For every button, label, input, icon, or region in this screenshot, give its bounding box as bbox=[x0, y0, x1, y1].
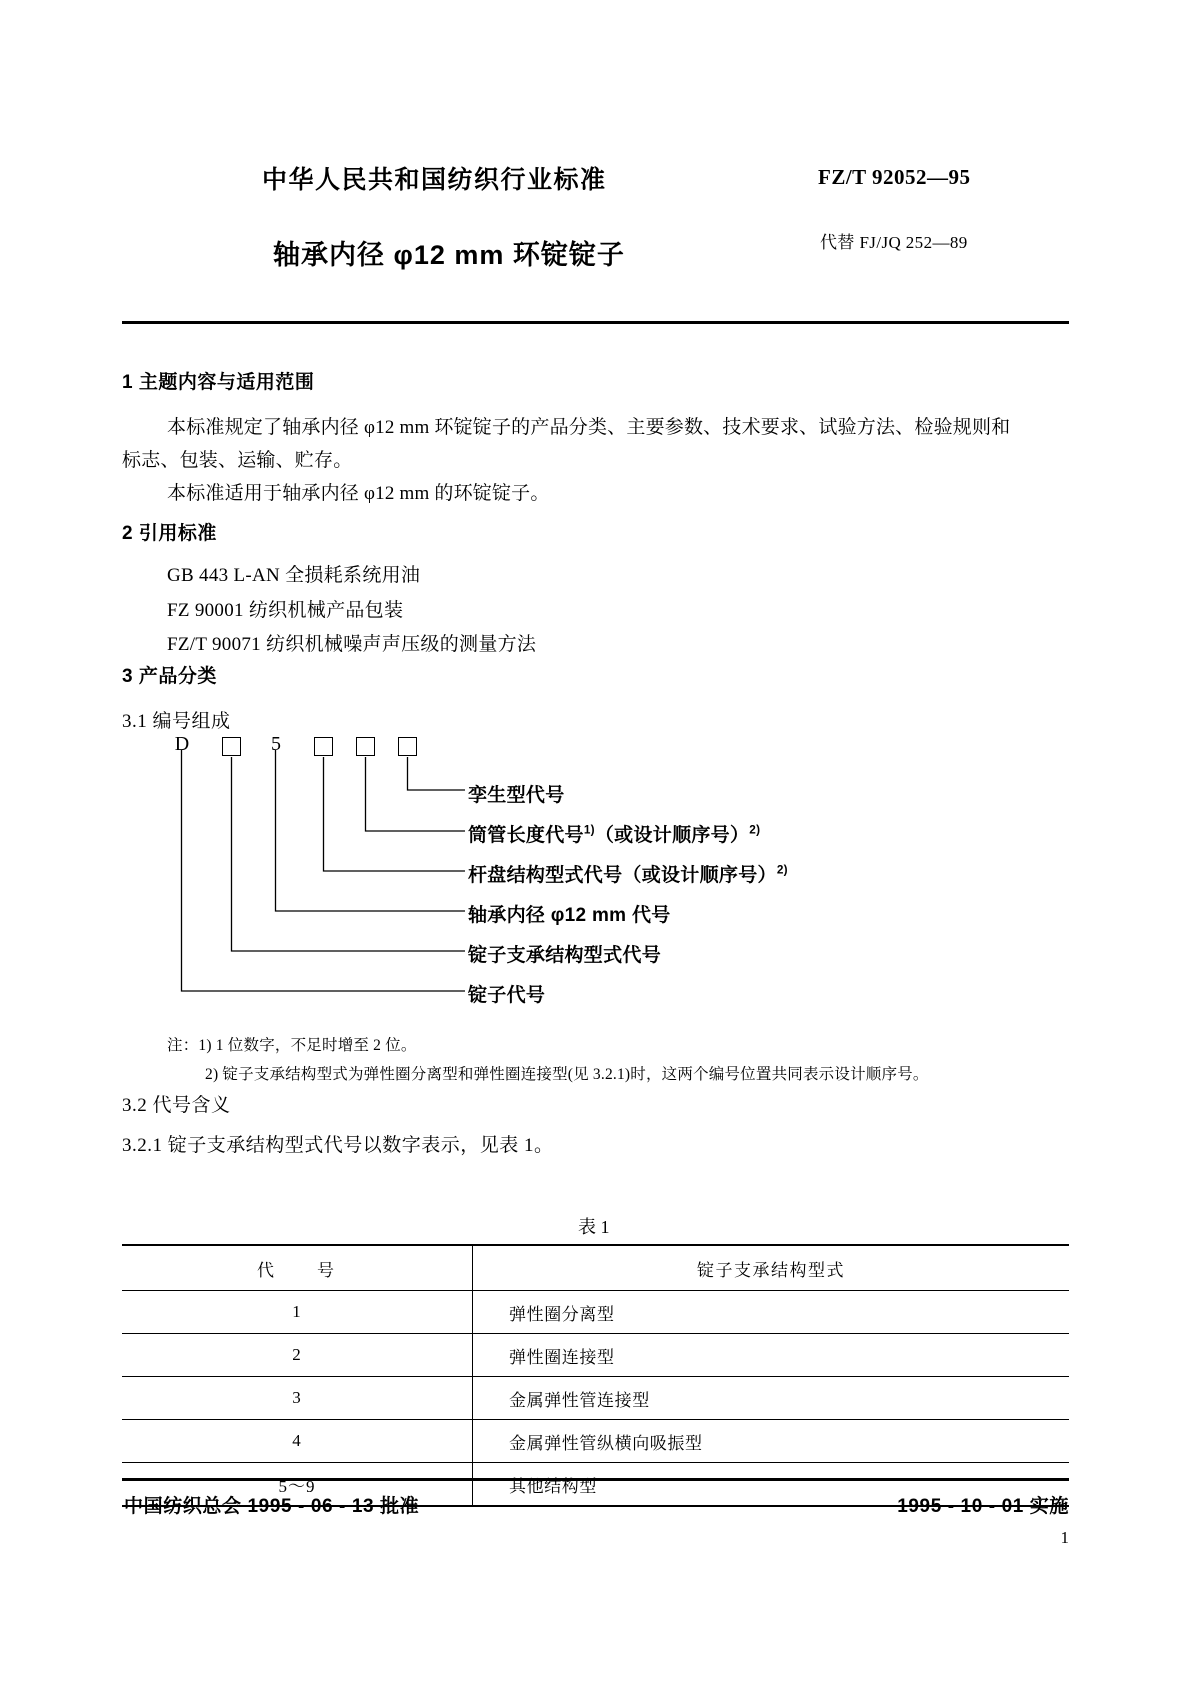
footer-divider-rule bbox=[122, 1478, 1069, 1481]
diagram-note-2: 2) 锭子支承结构型式为弹性圈分离型和弹性圈连接型(见 3.2.1)时，这两个编号位置共同表示设计顺序号。 bbox=[205, 1066, 929, 1083]
table-1-caption: 表 1 bbox=[578, 1217, 610, 1237]
section-3-heading: 3 产品分类 bbox=[122, 666, 217, 687]
section-1-heading: 1 主题内容与适用范围 bbox=[122, 372, 315, 393]
section-3-2-heading: 3.2 代号含义 bbox=[122, 1095, 231, 1116]
code-label-5: 锭子代号 bbox=[468, 985, 546, 1006]
table-header-code: 代 号 bbox=[122, 1245, 473, 1291]
section-3-1-heading: 3.1 编号组成 bbox=[122, 711, 231, 732]
page-number: 1 bbox=[1060, 1528, 1069, 1547]
code-label-1-text: 筒管长度代号 bbox=[468, 825, 584, 846]
standard-code: FZ/T 92052—95 bbox=[818, 165, 971, 189]
standard-organization-title: 中华人民共和国纺织行业标准 bbox=[262, 166, 607, 194]
section-1-paragraph-1-line-1: 本标准规定了轴承内径 φ12 mm 环锭锭子的产品分类、主要参数、技术要求、试验方法、检验规则和 bbox=[167, 417, 1011, 438]
section-1-paragraph-1-line-2: 标志、包装、运输、贮存。 bbox=[122, 450, 353, 471]
table-cell-code: 3 bbox=[122, 1377, 473, 1420]
reference-standard-2: FZ 90001 纺织机械产品包装 bbox=[167, 600, 404, 621]
diagram-note-1: 注：1) 1 位数字，不足时增至 2 位。 bbox=[167, 1037, 417, 1054]
code-symbol-2: 5 bbox=[271, 733, 281, 755]
section-2-heading: 2 引用标准 bbox=[122, 523, 217, 544]
replaces-standard: 代替 FJ/JQ 252—89 bbox=[820, 233, 968, 252]
reference-standard-1: GB 443 L-AN 全损耗系统用油 bbox=[167, 565, 421, 586]
code-symbol-0: D bbox=[174, 733, 190, 755]
code-label-1-sup: 1) bbox=[583, 823, 595, 837]
table-row bbox=[122, 1291, 1069, 1334]
code-label-2-sup: 2) bbox=[776, 863, 788, 877]
table-header-row bbox=[122, 1245, 1069, 1291]
approval-statement: 中国纺织总会 1995 - 06 - 13 批准 bbox=[124, 1496, 420, 1517]
table-cell-desc: 金属弹性管纵横向吸振型 bbox=[473, 1420, 1070, 1463]
code-label-3: 轴承内径 φ12 mm 代号 bbox=[468, 905, 671, 926]
table-cell-desc: 弹性圈分离型 bbox=[473, 1291, 1070, 1334]
section-3-2-1-text: 3.2.1 锭子支承结构型式代号以数字表示，见表 1。 bbox=[122, 1135, 554, 1156]
table-cell-code: 4 bbox=[122, 1420, 473, 1463]
document-title: 轴承内径 φ12 mm 环锭锭子 bbox=[273, 240, 625, 270]
code-label-2-text: 杆盘结构型式代号 bbox=[468, 865, 623, 886]
code-label-1-sup2: 2) bbox=[749, 823, 761, 837]
code-label-2-suffix: （或设计顺序号） bbox=[622, 865, 777, 886]
table-cell-code: 2 bbox=[122, 1334, 473, 1377]
table-cell-desc: 其他结构型 bbox=[473, 1463, 1070, 1507]
table-cell-desc: 金属弹性管连接型 bbox=[473, 1377, 1070, 1420]
table-row bbox=[122, 1420, 1069, 1463]
code-label-1-suffix: （或设计顺序号） bbox=[594, 825, 750, 846]
code-label-2 bbox=[468, 860, 788, 887]
reference-standard-3: FZ/T 90071 纺织机械噪声声压级的测量方法 bbox=[167, 634, 537, 655]
implementation-date: 1995 - 10 - 01 实施 bbox=[897, 1496, 1069, 1517]
table-1 bbox=[122, 1244, 1069, 1507]
code-label-4: 锭子支承结构型式代号 bbox=[468, 945, 662, 966]
table-cell-code: 1 bbox=[122, 1291, 473, 1334]
code-label-1 bbox=[468, 820, 760, 847]
code-label-0: 孪生型代号 bbox=[468, 785, 565, 806]
table-row bbox=[122, 1377, 1069, 1420]
table-header-structure: 锭子支承结构型式 bbox=[473, 1245, 1070, 1291]
table-row bbox=[122, 1334, 1069, 1377]
table-cell-desc: 弹性圈连接型 bbox=[473, 1334, 1070, 1377]
table-cell-code: 5～9 bbox=[122, 1463, 473, 1507]
section-1-paragraph-2: 本标准适用于轴承内径 φ12 mm 的环锭锭子。 bbox=[167, 483, 550, 504]
